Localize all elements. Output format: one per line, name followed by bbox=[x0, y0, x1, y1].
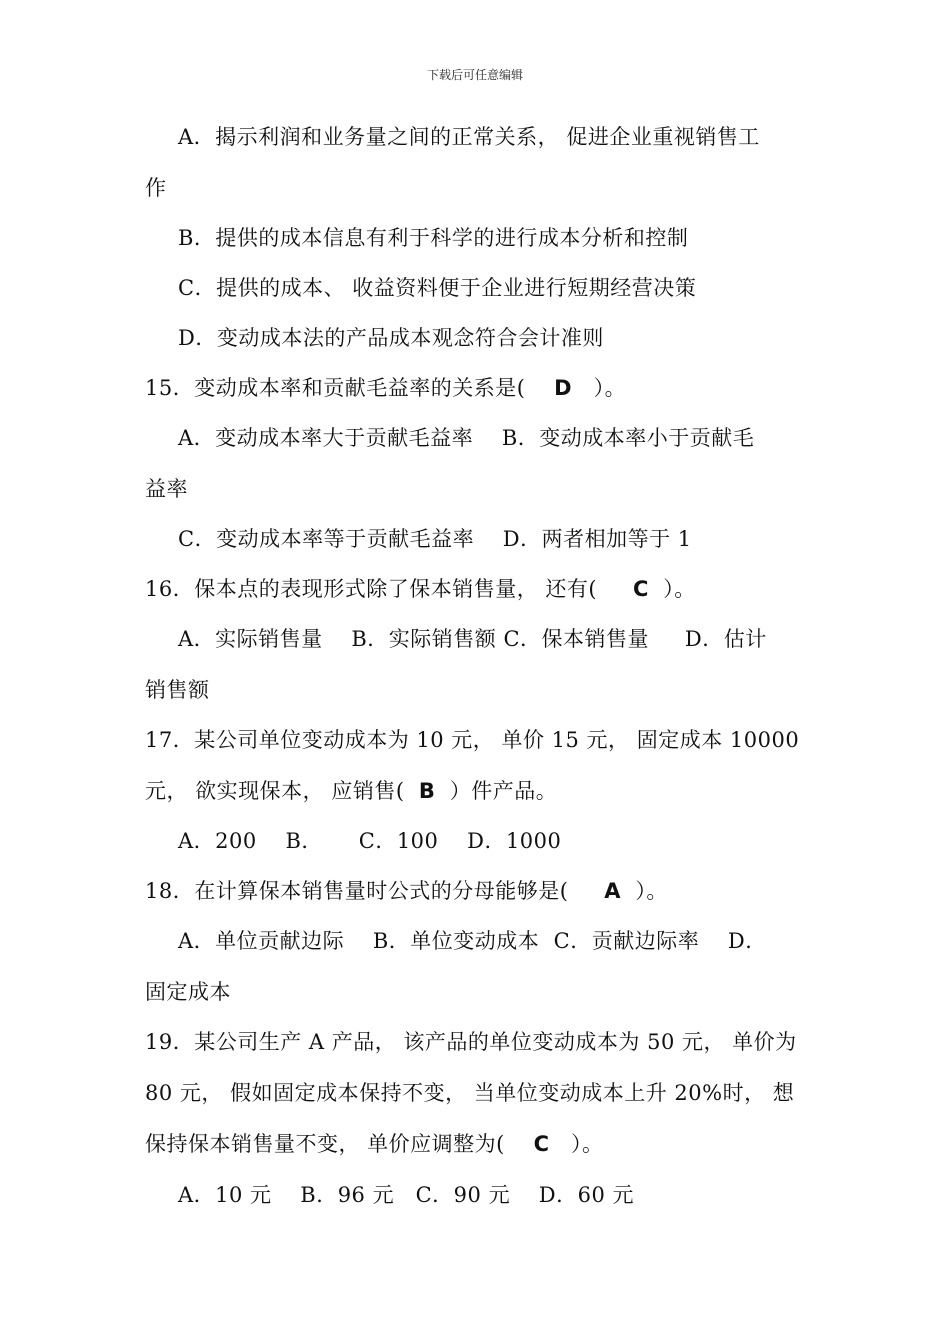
option-line: A．变动成本率大于贡献毛益率 B．变动成本率小于贡献毛 bbox=[178, 426, 755, 450]
answer-mark: C bbox=[632, 577, 649, 601]
option-line: C．变动成本率等于贡献毛益率 D．两者相加等于 1 bbox=[178, 527, 692, 551]
question-15 bbox=[145, 373, 626, 403]
question-text: 15．变动成本率和贡献毛益率的关系是( bbox=[145, 376, 555, 400]
option-line: D．变动成本法的产品成本观念符合会计准则 bbox=[178, 326, 604, 350]
option-line: A．200 B． C．100 D．1000 bbox=[178, 829, 562, 853]
question-text-end: ）。 bbox=[572, 376, 627, 400]
question-17-cont bbox=[145, 776, 557, 806]
text-line: 销售额 bbox=[145, 678, 210, 702]
question-16 bbox=[145, 574, 696, 604]
answer-mark: A bbox=[604, 879, 622, 903]
option-line: B．提供的成本信息有利于科学的进行成本分析和控制 bbox=[178, 226, 689, 250]
question-text: 18．在计算保本销售量时公式的分母能够是( bbox=[145, 879, 605, 903]
question-19-cont: 80 元， 假如固定成本保持不变， 当单位变动成本上升 20%时， 想 bbox=[145, 1081, 795, 1105]
option-line: A．单位贡献边际 B．单位变动成本 C．贡献边际率 D． bbox=[178, 929, 767, 953]
text-line: 益率 bbox=[145, 477, 188, 501]
question-text: 元， 欲实现保本， 应销售( bbox=[145, 779, 419, 803]
question-text-end: ）。 bbox=[621, 879, 668, 903]
option-line: C．提供的成本、 收益资料便于企业进行短期经营决策 bbox=[178, 276, 697, 300]
answer-mark: B bbox=[418, 779, 436, 803]
answer-mark: D bbox=[554, 376, 573, 400]
question-text-end: ）。 bbox=[648, 577, 696, 601]
text-line: 作 bbox=[145, 176, 167, 200]
page-header: 下载后可任意编辑 bbox=[426, 68, 523, 82]
option-line: A．实际销售量 B．实际销售额 C．保本销售量 D．估计 bbox=[178, 627, 767, 651]
question-18 bbox=[145, 876, 668, 906]
option-line: A．10 元 B．96 元 C．90 元 D．60 元 bbox=[178, 1183, 635, 1207]
answer-mark: C bbox=[533, 1132, 550, 1156]
question-text: 保持保本销售量不变， 单价应调整为( bbox=[145, 1132, 534, 1156]
question-text-end: ）件产品。 bbox=[435, 779, 558, 803]
question-text-end: ）。 bbox=[549, 1132, 604, 1156]
question-19: 19．某公司生产 A 产品， 该产品的单位变动成本为 50 元， 单价为 bbox=[145, 1030, 797, 1054]
text-line: 固定成本 bbox=[145, 980, 231, 1004]
question-19-cont bbox=[145, 1129, 604, 1159]
option-line: A．揭示利润和业务量之间的正常关系， 促进企业重视销售工 bbox=[178, 125, 760, 149]
question-text: 16．保本点的表现形式除了保本销售量， 还有( bbox=[145, 577, 633, 601]
question-17: 17．某公司单位变动成本为 10 元， 单价 15 元， 固定成本 10000 bbox=[145, 728, 800, 752]
